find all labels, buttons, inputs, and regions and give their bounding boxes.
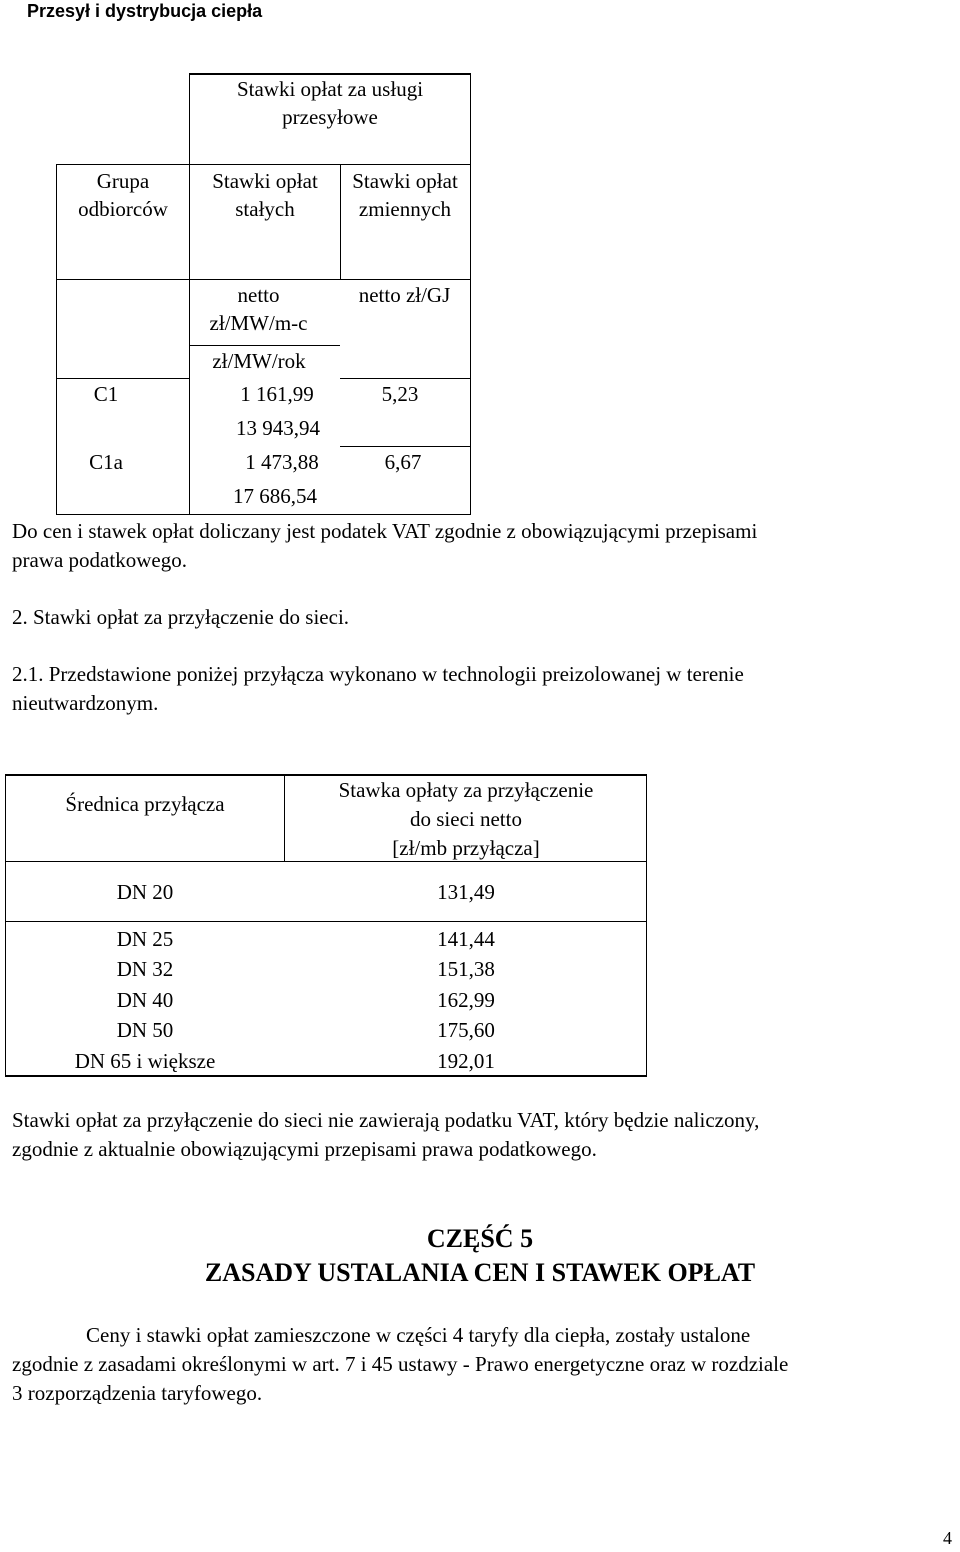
table-border [56, 164, 471, 165]
section-2-heading: 2. Stawki opłat za przyłączenie do sieci. [12, 605, 350, 629]
unit-variable: netto zł/GJ [358, 283, 451, 307]
document-header: Przesył i dystrybucja ciepła [27, 1, 263, 21]
part-5-text-line-1: Ceny i stawki opłat zamieszczone w części 4 taryfy dla ciepła, zostały ustalone [86, 1323, 751, 1347]
column-header-rate-line-3: [zł/mb przyłącza] [392, 836, 540, 860]
table-border [56, 378, 189, 379]
table-cell-fixed-year: 17 686,54 [233, 484, 317, 508]
table-cell-diameter: DN 65 i większe [74, 1049, 216, 1073]
table-cell-variable: 5,23 [381, 382, 419, 406]
table-top-header: Stawki opłat za usługi przesyłowe [236, 77, 424, 129]
part-5-text-line-3: 3 rozporządzenia taryfowego. [12, 1381, 263, 1405]
table-cell-diameter: DN 40 [116, 988, 174, 1012]
vat-note-line-2: prawa podatkowego. [12, 548, 187, 572]
connection-note-line-2: zgodnie z aktualnie obowiązującymi przepisami prawa podatkowego. [12, 1137, 597, 1161]
table-border [56, 514, 471, 515]
vat-note-line-1: Do cen i stawek opłat doliczany jest podatek VAT zgodnie z obowiązującymi przepisami [12, 519, 758, 543]
column-header-variable: Stawki opłat zmiennych [352, 169, 458, 221]
table-cell-rate: 141,44 [437, 927, 495, 951]
connection-note-line-1: Stawki opłat za przyłączenie do sieci nie zawierają podatku VAT, który będzie naliczony, [12, 1108, 760, 1132]
table-border [340, 378, 471, 379]
table-cell-fixed-year: 13 943,94 [236, 416, 320, 440]
table-cell-variable: 6,67 [384, 450, 422, 474]
table-cell-rate: 192,01 [437, 1049, 495, 1073]
table-border [5, 1075, 647, 1077]
part-5-text-line-2: zgodnie z zasadami określonymi w art. 7 i 45 ustawy - Prawo energetyczne oraz w rozdziale [12, 1352, 789, 1376]
table-border [5, 774, 6, 1077]
section-2-1-line-2: nieutwardzonym. [12, 691, 159, 715]
column-header-rate-line-1: Stawka opłaty za przyłączenie [338, 778, 594, 802]
table-cell-diameter: DN 32 [116, 957, 174, 981]
column-header-rate-line-2: do sieci netto [410, 807, 522, 831]
table-border [189, 73, 190, 515]
unit-fixed-month: netto zł/MW/m-c [209, 283, 308, 335]
table-cell-group: C1a [89, 450, 123, 474]
unit-fixed-year: zł/MW/rok [212, 349, 306, 373]
table-cell-rate: 162,99 [437, 988, 495, 1012]
part-5-subtitle: ZASADY USTALANIA CEN I STAWEK OPŁAT [204, 1258, 756, 1287]
table-cell-diameter: DN 50 [116, 1018, 174, 1042]
table-cell-diameter: DN 20 [116, 880, 174, 904]
table-cell-rate: 175,60 [437, 1018, 495, 1042]
table-border [56, 279, 471, 280]
table-border [5, 921, 647, 922]
column-header-fixed: Stawki opłat stałych [212, 169, 318, 221]
table-cell-fixed-month: 1 473,88 [245, 450, 319, 474]
table-border [189, 345, 340, 346]
part-5-title: CZĘŚĆ 5 [426, 1224, 534, 1253]
column-header-group: Grupa odbiorców [78, 169, 168, 221]
section-2-1-line-1: 2.1. Przedstawione poniżej przyłącza wykonano w technologii preizolowanej w terenie [12, 662, 744, 686]
page-number: 4 [943, 1528, 952, 1548]
table-border [470, 73, 471, 515]
table-cell-rate: 151,38 [437, 957, 495, 981]
column-header-diameter: Średnica przyłącza [65, 792, 225, 816]
table-cell-fixed-month: 1 161,99 [240, 382, 314, 406]
table-border [340, 164, 341, 279]
table-cell-group: C1 [93, 382, 119, 406]
table-cell-diameter: DN 25 [116, 927, 174, 951]
table-border [340, 446, 471, 447]
table-cell-rate: 131,49 [437, 880, 495, 904]
